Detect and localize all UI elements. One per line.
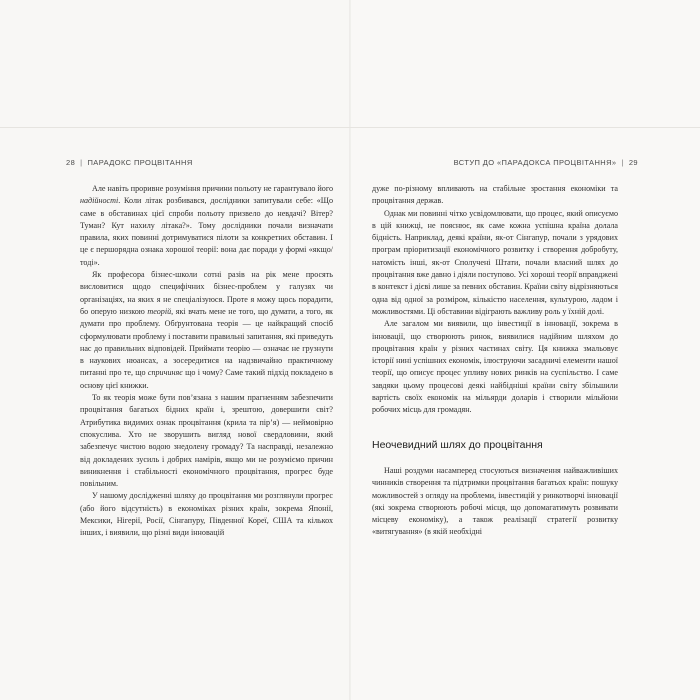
right-body-before xyxy=(372,183,618,417)
text-run: що і чому? Саме такий підхід покладено в основу цієї книжки. xyxy=(80,368,333,390)
paragraph xyxy=(372,183,618,208)
text-run: Але загалом ми виявили, що інвестиції в інновації, зокрема в інновації, що створюють ринок, виявилися надійним шляхом до процвітання країн у різних частинах світу. Ця книжка змальовує історії нині успішних економік, ілюструючи засадничі елементи нашої теорії, що описує процес упливу нових ринків на суспільство. І саме завдяки цьому процесові деякі найбідніші країни світу збільшили вартість своїх економік на мільярди доларів і створили мільйони робочих місць для громадян. xyxy=(372,319,618,415)
text-run: дуже по-різному впливають на стабільне зростання економіки та процвітання держав. xyxy=(372,184,618,206)
paragraph xyxy=(372,465,618,539)
italic-run: надійності xyxy=(80,196,119,206)
right-body-after xyxy=(372,465,618,539)
right-body-text xyxy=(372,183,618,539)
left-running-title: ПАРАДОКС ПРОЦВІТАННЯ xyxy=(87,158,193,167)
paragraph xyxy=(80,392,333,490)
section-heading: Неочевидний шлях до процвітання xyxy=(372,438,543,451)
paragraph xyxy=(372,318,618,416)
paragraph xyxy=(372,208,618,319)
text-run: Але навіть проривне розуміння причини польоту не гарантувало його xyxy=(92,184,333,193)
paragraph xyxy=(80,183,333,269)
right-running-title: ВСТУП ДО «ПАРАДОКСА ПРОЦВІТАННЯ» xyxy=(453,158,617,167)
left-running-head xyxy=(66,158,193,167)
right-head-separator: | xyxy=(621,158,624,167)
paragraph xyxy=(80,490,333,539)
right-page-number: 29 xyxy=(628,158,638,167)
left-page-number: 28 xyxy=(66,158,76,167)
text-run: . Коли літак розбивався, дослідники запитували себе: «Що саме в обставинах цієї спроби польоту призвело до невдачі? Вітер? Туман? Кут нахилу літака?». Тому дослідники почали визначати правила, яких повинні дотримуватися пілоти за конкретних обставин. І це є першорядна ознака хорошої теорії: вона дає поради у формі «якщо/тоді». xyxy=(80,196,333,267)
italic-run: спричиняє xyxy=(147,368,183,378)
text-run: Як професора бізнес-школи сотні разів на рік мене просять висловитися щодо специфічних бізнес-проблем у галузях чи організаціях, на яких я не спеціалізуюся. Проте я можу щось порадити, бо оперую низкою xyxy=(80,270,333,316)
text-run: , які вчать мене не того, що думати, а того, як думати про проблему. Обґрунтована теорія — це найкращий спосіб сформулювати проблему і поставити правильні запитання, які приведуть нас до правильних відповідей. Приймати теорію — означає не грузнути в наукових нюансах, а зосередитися на надзвичайно практичному питанні про те, що xyxy=(80,306,333,378)
text-run: Наші роздуми насамперед стосуються визначення найважливіших чинників створення та підтримки процвітання багатьох країн: пошуку можливостей з огляду на проблеми, інвестицій у ринкотворчі інновації (які зокрема створюють робочі місця, що допомагатимуть розвивати місцеву економіку), а також реалізації стратегії розвитку «витягування» (в якій необхідні xyxy=(372,465,618,537)
left-body-text xyxy=(80,183,333,540)
text-run: У нашому дослідженні шляху до процвітання ми розглянули прогрес (або його відсутність) в економіках різних країн, зокрема Японії, Мексики, Нігерії, Росії, Сінгапуру, Південної Кореї, США та кількох інших, і виявили, що різні види інновацій xyxy=(80,491,333,538)
left-head-separator: | xyxy=(80,158,83,167)
page-top-edge xyxy=(0,127,700,128)
text-run: Однак ми повинні чітко усвідомлювати, що процес, який описуємо в цій книжці, не пояснює, як саме кожна успішна країна долала бідність. Наприклад, деякі країни, як-от Сінгапур, почали з урядових програм пріоритизації економічного розвитку і створення добробуту, натомість інші, як-от Сполучені Штати, почали власний шлях до процвітання вже давно і діяли поступово. Усі хороші теорії вправджені в контекст і дієві лише за певних обставин. Країни світу відрізняються одна від одної за розміром, кількістю населення, культурою, ладом і можливостями. Ці обставини відіграють важливу роль у їхній долі. xyxy=(372,208,618,316)
book-spine xyxy=(349,0,351,700)
right-running-head xyxy=(454,158,638,167)
paragraph xyxy=(80,269,333,392)
italic-run: теорій xyxy=(147,306,172,316)
text-run: То як теорія може бути пов’язана з нашим прагненням забезпечити процвітання багатьох бідних країн і, зрештою, довершити світ? Атрибутика видимих ознак процвітання (крила та пір’я) — неймовірно спокуслива. Хто не зворушить вигляд нової свердловини, який забезпечує чистою водою знедолену громаду? Та насправді, незалежно від докладених зусиль і добрих намірів, якщо ми не розуміємо причин виникнення і стабільності економічного процвітання, прогрес буде повільним. xyxy=(80,393,333,489)
